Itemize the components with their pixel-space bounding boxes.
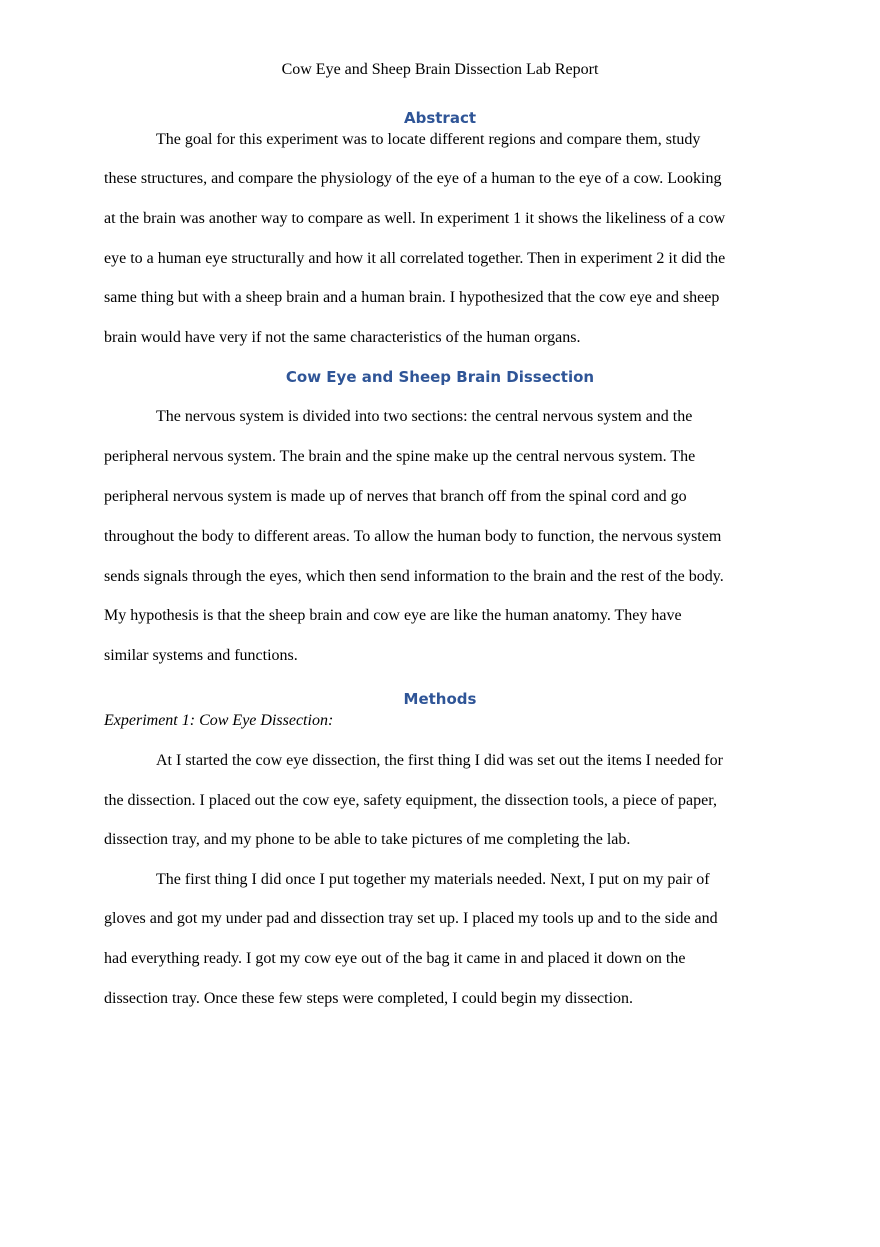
intro-line: peripheral nervous system. The brain and the spine make up the central nervous system. The — [104, 448, 696, 465]
methods-line: dissection tray. Once these few steps were completed, I could begin my dissection. — [104, 990, 634, 1007]
methods-line: dissection tray, and my phone to be able to take pictures of me completing the lab. — [104, 831, 631, 848]
abstract-line: brain would have very if not the same characteristics of the human organs. — [104, 329, 581, 346]
methods-line: The first thing I did once I put together my materials needed. Next, I put on my pair of — [156, 871, 710, 888]
methods-line: had everything ready. I got my cow eye out of the bag it came in and placed it down on the — [104, 950, 686, 967]
methods-line: At I started the cow eye dissection, the first thing I did was set out the items I needed for — [156, 752, 723, 769]
intro-line: sends signals through the eyes, which then send information to the brain and the rest of the body. — [104, 568, 724, 585]
intro-line: throughout the body to different areas. To allow the human body to function, the nervous system — [104, 528, 722, 545]
intro-line: peripheral nervous system is made up of nerves that branch off from the spinal cord and go — [104, 488, 687, 505]
abstract-line: these structures, and compare the physiology of the eye of a human to the eye of a cow. Looking — [104, 170, 722, 187]
abstract-line: eye to a human eye structurally and how it all correlated together. Then in experiment 2 it did the — [104, 250, 726, 267]
abstract-line: at the brain was another way to compare as well. In experiment 1 it shows the likeliness of a cow — [104, 210, 726, 227]
abstract-line: The goal for this experiment was to locate different regions and compare them, study — [156, 131, 701, 148]
intro-line: similar systems and functions. — [104, 647, 298, 664]
methods-line: gloves and got my under pad and dissection tray set up. I placed my tools up and to the side and — [104, 910, 718, 927]
intro-line: My hypothesis is that the sheep brain and cow eye are like the human anatomy. They have — [104, 607, 682, 624]
intro-line: The nervous system is divided into two sections: the central nervous system and the — [156, 408, 693, 425]
abstract-line: same thing but with a sheep brain and a human brain. I hypothesized that the cow eye and sheep — [104, 289, 720, 306]
abstract-heading: Abstract — [403, 109, 477, 127]
document-title: Cow Eye and Sheep Brain Dissection Lab Report — [281, 61, 599, 78]
methods-heading: Methods — [403, 690, 477, 708]
intro-heading: Cow Eye and Sheep Brain Dissection — [285, 368, 595, 386]
methods-line: the dissection. I placed out the cow eye, safety equipment, the dissection tools, a piece of paper, — [104, 792, 717, 809]
experiment-1-subheading: Experiment 1: Cow Eye Dissection: — [104, 712, 334, 729]
